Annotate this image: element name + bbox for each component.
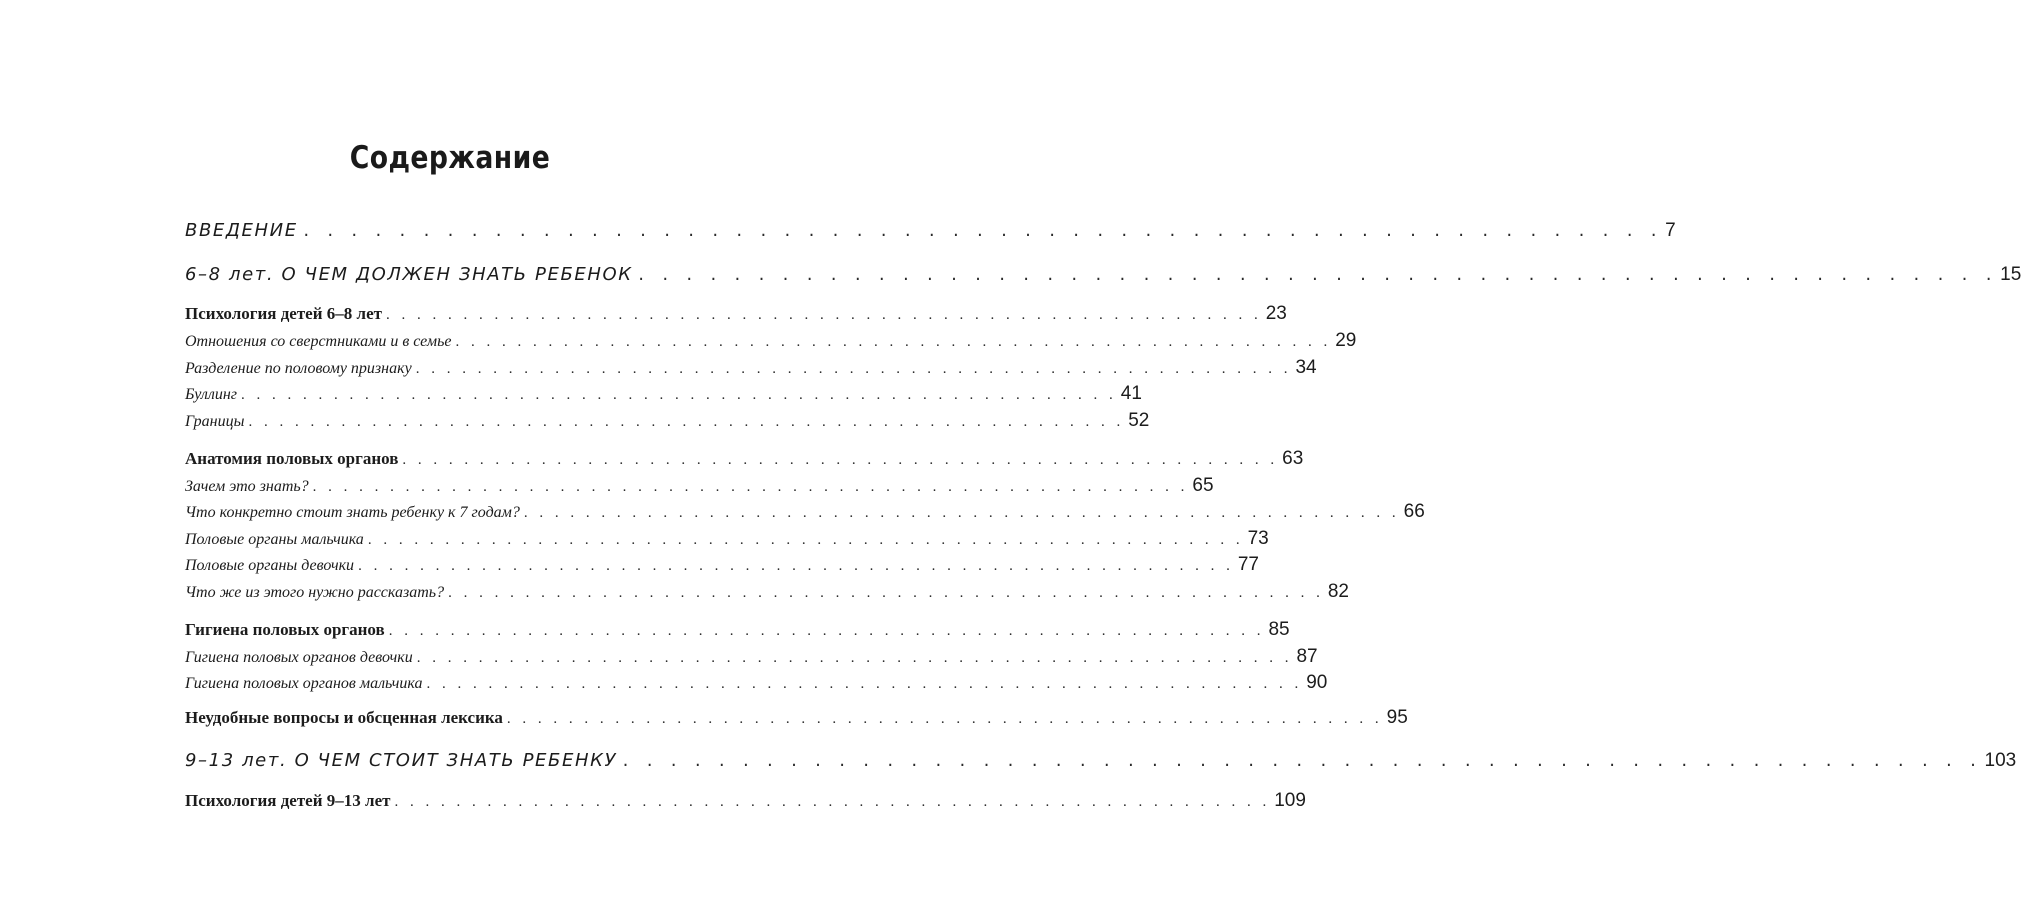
toc-entry-subsection[interactable] xyxy=(185,581,1349,603)
toc-page-number: 85 xyxy=(1268,619,1290,640)
dot-leader: . . . . . . . . . . . . . . . . . . . . . . . . . . . . . . . . . . . . . . . . . . . . . . . . . . . . . . . . . xyxy=(402,452,1279,468)
dot-leader: . . . . . . . . . . . . . . . . . . . . . . . . . . . . . . . . . . . . . . . . . . . . . . . . . . . . . . . . . xyxy=(506,711,1383,727)
toc-entry-label: Разделение по половому признаку xyxy=(185,360,412,377)
toc-entry-label: Психология детей 6–8 лет xyxy=(185,304,382,323)
dot-leader: . . . . . . . . . . . . . . . . . . . . . . . . . . . . . . . . . . . . . . . . . . . . . . . . . . . . . . . . . xyxy=(426,676,1303,692)
toc-entry-subsection[interactable] xyxy=(185,357,1317,379)
dot-leader: . . . . . . . . . . . . . . . . . . . . . . . . . . . . . . . . . . . . . . . . . . . . . . . . . . . . . . . . . xyxy=(416,650,1293,666)
toc-page-number: 29 xyxy=(1335,330,1357,351)
toc-entry-label: ВВЕДЕНИЕ xyxy=(185,220,298,241)
toc-entry-section[interactable] xyxy=(185,707,1408,729)
dot-leader: . . . . . . . . . . . . . . . . . . . . . . . . . . . . . . . . . . . . . . . . . . . . . . . . . . . . . . . . . xyxy=(358,558,1234,574)
toc-entry-label: Половые органы девочки xyxy=(185,557,355,574)
dot-leader: . . . . . . . . . . . . . . . . . . . . . . . . . . . . . . . . . . . . . . . . . . . . . . . . . . . . . . . . . xyxy=(301,222,1662,240)
toc-entry-subsection[interactable] xyxy=(185,646,1318,668)
toc-page-number: 90 xyxy=(1306,672,1328,693)
toc-page-number: 66 xyxy=(1403,501,1425,522)
toc-entry-subsection[interactable] xyxy=(185,501,1425,523)
dot-leader: . . . . . . . . . . . . . . . . . . . . . . . . . . . . . . . . . . . . . . . . . . . . . . . . . . . . . . . . . xyxy=(394,794,1271,810)
toc-page-number: 82 xyxy=(1327,581,1349,602)
toc-entry-label: Зачем это знать? xyxy=(185,478,309,495)
toc-page-number: 77 xyxy=(1237,554,1259,575)
dot-leader: . . . . . . . . . . . . . . . . . . . . . . . . . . . . . . . . . . . . . . . . . . . . . . . . . . . . . . . . . xyxy=(455,334,1332,350)
toc-entry-part-6-8[interactable] xyxy=(185,264,2021,286)
toc-entry-label: Гигиена половых органов мальчика xyxy=(185,675,423,692)
toc-page-number: 65 xyxy=(1192,475,1214,496)
toc-page-number: 87 xyxy=(1296,646,1318,667)
toc-entry-label: Гигиена половых органов девочки xyxy=(185,649,413,666)
toc-entry-introduction[interactable] xyxy=(185,220,1676,242)
toc-entry-label: Неудобные вопросы и обсценная лексика xyxy=(185,708,503,727)
dot-leader: . . . . . . . . . . . . . . . . . . . . . . . . . . . . . . . . . . . . . . . . . . . . . . . . . . . . . . . . . xyxy=(621,752,1981,770)
toc-entry-label: Что конкретно стоит знать ребенку к 7 годам? xyxy=(185,504,520,521)
dot-leader: . . . . . . . . . . . . . . . . . . . . . . . . . . . . . . . . . . . . . . . . . . . . . . . . . . . . . . . . . xyxy=(415,361,1292,377)
toc-entry-part-9-13[interactable] xyxy=(185,750,2017,772)
toc-entry-subsection[interactable] xyxy=(185,383,1142,405)
toc-entry-label: 6–8 лет. О ЧЕМ ДОЛЖЕН ЗНАТЬ РЕБЕНОК xyxy=(185,264,633,285)
toc-entry-section[interactable] xyxy=(185,790,1306,812)
toc-page-number: 7 xyxy=(1665,220,1676,241)
toc-entry-subsection[interactable] xyxy=(185,475,1214,497)
toc-entry-label: Что же из этого нужно рассказать? xyxy=(185,584,445,601)
toc-entry-label: Психология детей 9–13 лет xyxy=(185,791,391,810)
toc-entry-subsection[interactable] xyxy=(185,554,1259,576)
toc-page-number: 15 xyxy=(2000,264,2021,285)
toc-page-number: 41 xyxy=(1120,383,1142,404)
toc-page-number: 95 xyxy=(1386,707,1408,728)
toc-entry-section[interactable] xyxy=(185,619,1290,641)
toc-entry-subsection[interactable] xyxy=(185,410,1150,432)
dot-leader: . . . . . . . . . . . . . . . . . . . . . . . . . . . . . . . . . . . . . . . . . . . . . . . . . . . . . . . . . xyxy=(248,414,1125,430)
toc-entry-label: Половые органы мальчика xyxy=(185,531,364,548)
toc-entry-subsection[interactable] xyxy=(185,672,1328,694)
toc-entry-label: Анатомия половых органов xyxy=(185,449,399,468)
dot-leader: . . . . . . . . . . . . . . . . . . . . . . . . . . . . . . . . . . . . . . . . . . . . . . . . . . . . . . . . . xyxy=(385,307,1262,323)
toc-entry-label: Гигиена половых органов xyxy=(185,620,385,639)
toc-entry-label: Буллинг xyxy=(185,386,238,403)
toc-entry-label: 9–13 лет. О ЧЕМ СТОИТ ЗНАТЬ РЕБЕНКУ xyxy=(185,750,618,771)
toc-page-number: 63 xyxy=(1282,448,1304,469)
toc-entry-section[interactable] xyxy=(185,303,1287,325)
toc-page-number: 109 xyxy=(1274,790,1306,811)
toc-page-number: 34 xyxy=(1295,357,1317,378)
dot-leader: . . . . . . . . . . . . . . . . . . . . . . . . . . . . . . . . . . . . . . . . . . . . . . . . . . . . . . . . . xyxy=(388,623,1265,639)
toc-page-number: 73 xyxy=(1247,528,1269,549)
dot-leader: . . . . . . . . . . . . . . . . . . . . . . . . . . . . . . . . . . . . . . . . . . . . . . . . . . . . . . . . . xyxy=(367,532,1244,548)
toc-page-number: 23 xyxy=(1265,303,1287,324)
dot-leader: . . . . . . . . . . . . . . . . . . . . . . . . . . . . . . . . . . . . . . . . . . . . . . . . . . . . . . . . . xyxy=(312,479,1189,495)
toc-page-number: 52 xyxy=(1128,410,1150,431)
toc-entry-subsection[interactable] xyxy=(185,330,1357,352)
toc-entry-section[interactable] xyxy=(185,448,1304,470)
toc-entry-subsection[interactable] xyxy=(185,528,1269,550)
page-title: Содержание xyxy=(349,140,551,176)
dot-leader: . . . . . . . . . . . . . . . . . . . . . . . . . . . . . . . . . . . . . . . . . . . . . . . . . . . . . . . . . xyxy=(448,585,1324,601)
toc-page-number: 103 xyxy=(1984,750,2017,771)
dot-leader: . . . . . . . . . . . . . . . . . . . . . . . . . . . . . . . . . . . . . . . . . . . . . . . . . . . . . . . . . xyxy=(241,387,1117,403)
dot-leader: . . . . . . . . . . . . . . . . . . . . . . . . . . . . . . . . . . . . . . . . . . . . . . . . . . . . . . . . . xyxy=(523,505,1400,521)
dot-leader: . . . . . . . . . . . . . . . . . . . . . . . . . . . . . . . . . . . . . . . . . . . . . . . . . . . . . . . . . xyxy=(636,266,1997,284)
toc-entry-label: Отношения со сверстниками и в семье xyxy=(185,333,452,350)
toc-entry-label: Границы xyxy=(185,413,245,430)
